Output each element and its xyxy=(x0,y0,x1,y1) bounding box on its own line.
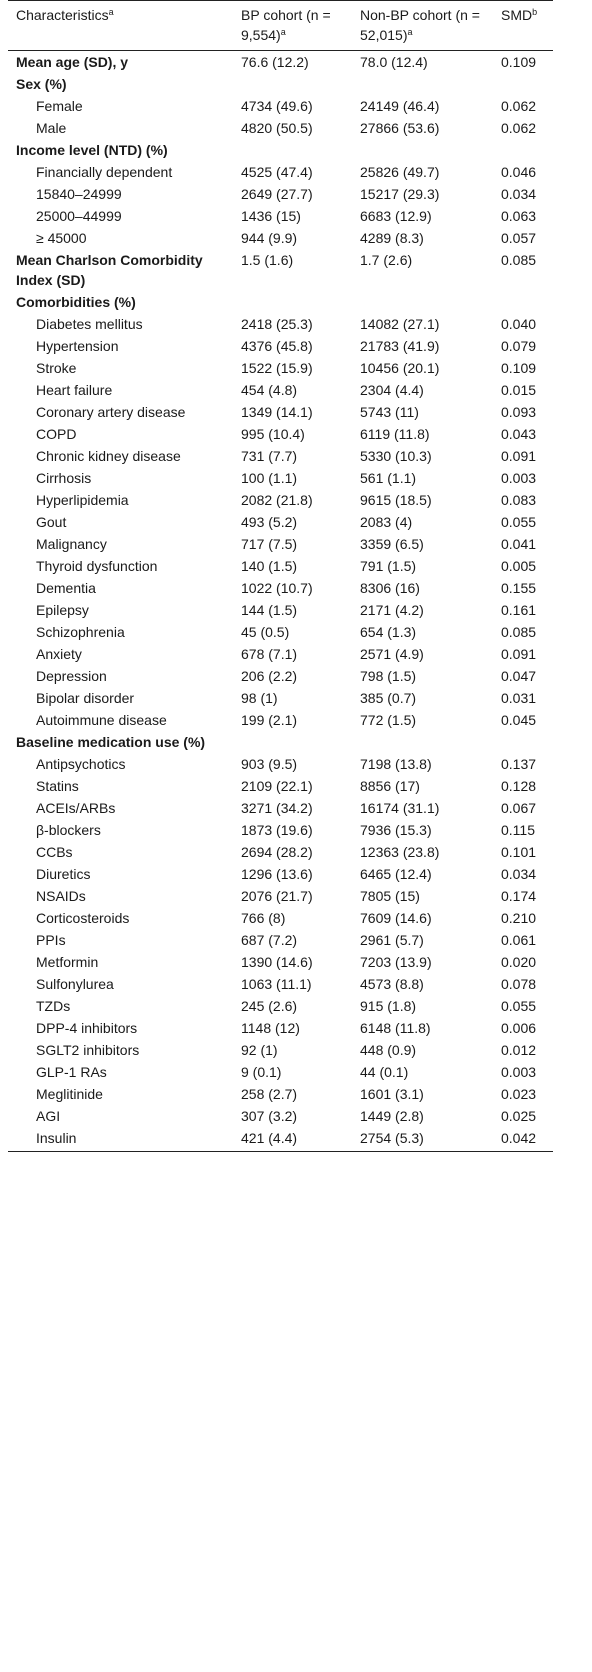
bp-cohort-value: 678 (7.1) xyxy=(241,646,298,662)
non-bp-cohort-value xyxy=(352,291,493,313)
table-row xyxy=(8,205,553,227)
table-row xyxy=(8,401,553,423)
bp-cohort-value: 3271 (34.2) xyxy=(241,800,313,816)
header-smd-footnote: b xyxy=(532,7,538,17)
non-bp-cohort-value: 3359 (6.5) xyxy=(360,536,424,552)
bp-cohort-value: 1390 (14.6) xyxy=(241,954,313,970)
row-label: Metformin xyxy=(36,954,99,970)
non-bp-cohort-value: 1.7 (2.6) xyxy=(360,252,413,268)
row-label: Dementia xyxy=(36,580,96,596)
smd-value: 0.137 xyxy=(501,756,537,772)
table-row xyxy=(8,753,553,775)
smd-value: 0.045 xyxy=(501,712,537,728)
bp-cohort-value: 206 (2.2) xyxy=(241,668,298,684)
table-header xyxy=(8,1,553,51)
non-bp-cohort-value: 8856 (17) xyxy=(360,778,420,794)
smd-value: 0.085 xyxy=(501,624,537,640)
smd-value: 0.062 xyxy=(501,120,537,136)
row-label: Female xyxy=(36,98,83,114)
row-label: Insulin xyxy=(8,1127,233,1152)
non-bp-cohort-value: 78.0 (12.4) xyxy=(360,54,428,70)
table-row xyxy=(8,1127,553,1152)
non-bp-cohort-value: 25826 (49.7) xyxy=(360,164,440,180)
non-bp-cohort-value: 24149 (46.4) xyxy=(360,98,440,114)
bp-cohort-value: 4734 (49.6) xyxy=(241,98,313,114)
header-non-bp-cohort-footnote: a xyxy=(407,27,413,37)
bp-cohort-value: 687 (7.2) xyxy=(241,932,298,948)
bp-cohort-value: 2082 (21.8) xyxy=(241,492,313,508)
non-bp-cohort-value: 6465 (12.4) xyxy=(360,866,432,882)
non-bp-cohort-value: 2083 (4) xyxy=(360,514,413,530)
smd-value: 0.161 xyxy=(501,602,537,618)
bp-cohort-value: 1296 (13.6) xyxy=(241,866,313,882)
smd-value xyxy=(493,731,553,753)
smd-value: 0.031 xyxy=(501,690,537,706)
non-bp-cohort-value: 4289 (8.3) xyxy=(360,230,424,246)
smd-value: 0.042 xyxy=(493,1127,553,1152)
header-bp-cohort-footnote: a xyxy=(280,27,286,37)
row-label: Hypertension xyxy=(36,338,119,354)
row-label: TZDs xyxy=(36,998,71,1014)
table-row xyxy=(8,577,553,599)
table-row xyxy=(8,841,553,863)
non-bp-cohort-value: 12363 (23.8) xyxy=(360,844,440,860)
table-row xyxy=(8,1083,553,1105)
smd-value: 0.085 xyxy=(501,252,537,268)
bp-cohort-value: 92 (1) xyxy=(241,1042,278,1058)
row-label: NSAIDs xyxy=(36,888,86,904)
table-row xyxy=(8,1061,553,1083)
bp-cohort-value xyxy=(233,731,352,753)
row-label: Cirrhosis xyxy=(36,470,92,486)
non-bp-cohort-value: 561 (1.1) xyxy=(360,470,417,486)
non-bp-cohort-value: 2304 (4.4) xyxy=(360,382,424,398)
row-label: Hyperlipidemia xyxy=(36,492,129,508)
row-label: Anxiety xyxy=(36,646,82,662)
bp-cohort-value: 493 (5.2) xyxy=(241,514,298,530)
smd-value: 0.155 xyxy=(501,580,537,596)
row-label: 25000–44999 xyxy=(36,208,122,224)
smd-value: 0.078 xyxy=(501,976,537,992)
smd-value: 0.063 xyxy=(501,208,537,224)
bp-cohort-value: 98 (1) xyxy=(241,690,278,706)
non-bp-cohort-value: 2754 (5.3) xyxy=(352,1127,493,1152)
bp-cohort-value: 903 (9.5) xyxy=(241,756,298,772)
row-label: Depression xyxy=(36,668,107,684)
table-row xyxy=(8,643,553,665)
bp-cohort-value: 144 (1.5) xyxy=(241,602,298,618)
smd-value: 0.083 xyxy=(501,492,537,508)
row-label: Sex (%) xyxy=(16,76,67,92)
table-category-row xyxy=(8,73,553,95)
table-row xyxy=(8,665,553,687)
smd-value: 0.210 xyxy=(501,910,537,926)
non-bp-cohort-value: 9615 (18.5) xyxy=(360,492,432,508)
smd-value: 0.020 xyxy=(501,954,537,970)
header-bp-cohort-label: BP cohort (n = 9,554) xyxy=(241,7,331,43)
non-bp-cohort-value: 1449 (2.8) xyxy=(360,1108,424,1124)
bp-cohort-value: 454 (4.8) xyxy=(241,382,298,398)
non-bp-cohort-value: 21783 (41.9) xyxy=(360,338,440,354)
header-smd-label: SMD xyxy=(501,7,533,23)
smd-value: 0.062 xyxy=(501,98,537,114)
table-row xyxy=(8,797,553,819)
table-row xyxy=(8,467,553,489)
non-bp-cohort-value: 4573 (8.8) xyxy=(360,976,424,992)
non-bp-cohort-value: 10456 (20.1) xyxy=(360,360,440,376)
table-row xyxy=(8,687,553,709)
non-bp-cohort-value: 1601 (3.1) xyxy=(360,1086,424,1102)
row-label: Gout xyxy=(36,514,67,530)
bp-cohort-value: 1436 (15) xyxy=(241,208,301,224)
row-label: Corticosteroids xyxy=(36,910,130,926)
row-label: Baseline medication use (%) xyxy=(16,734,206,750)
smd-value xyxy=(493,139,553,161)
bp-cohort-value: 1522 (15.9) xyxy=(241,360,313,376)
bp-cohort-value xyxy=(233,139,352,161)
non-bp-cohort-value: 772 (1.5) xyxy=(360,712,417,728)
bp-cohort-value: 100 (1.1) xyxy=(241,470,298,486)
row-label: Comorbidities (%) xyxy=(16,294,136,310)
row-label: DPP-4 inhibitors xyxy=(36,1020,138,1036)
row-label: AGI xyxy=(36,1108,61,1124)
table-body xyxy=(8,51,553,1152)
table-category-row xyxy=(8,731,553,753)
header-non-bp-cohort xyxy=(352,1,493,51)
bp-cohort-value: 4820 (50.5) xyxy=(241,120,313,136)
row-label: Epilepsy xyxy=(36,602,89,618)
non-bp-cohort-value: 7805 (15) xyxy=(360,888,420,904)
non-bp-cohort-value: 15217 (29.3) xyxy=(360,186,440,202)
bp-cohort-value: 1349 (14.1) xyxy=(241,404,313,420)
bp-cohort-value: 258 (2.7) xyxy=(241,1086,298,1102)
bp-cohort-value: 307 (3.2) xyxy=(241,1108,298,1124)
non-bp-cohort-value: 7203 (13.9) xyxy=(360,954,432,970)
bp-cohort-value: 2109 (22.1) xyxy=(241,778,313,794)
non-bp-cohort-value: 6119 (11.8) xyxy=(360,426,430,442)
row-label: Income level (NTD) (%) xyxy=(16,142,168,158)
smd-value: 0.041 xyxy=(501,536,537,552)
table-category-row xyxy=(8,51,553,74)
row-label: Diabetes mellitus xyxy=(36,316,143,332)
table-row xyxy=(8,555,553,577)
bp-cohort-value: 2076 (21.7) xyxy=(241,888,313,904)
row-label: 15840–24999 xyxy=(36,186,122,202)
smd-value: 0.034 xyxy=(501,186,537,202)
bp-cohort-value: 1873 (19.6) xyxy=(241,822,313,838)
table-row xyxy=(8,951,553,973)
table-category-row xyxy=(8,139,553,161)
non-bp-cohort-value: 27866 (53.6) xyxy=(360,120,440,136)
row-label: Thyroid dysfunction xyxy=(36,558,158,574)
non-bp-cohort-value: 44 (0.1) xyxy=(360,1064,409,1080)
table-row xyxy=(8,335,553,357)
non-bp-cohort-value: 6148 (11.8) xyxy=(360,1020,431,1036)
non-bp-cohort-value: 2571 (4.9) xyxy=(360,646,424,662)
smd-value: 0.015 xyxy=(501,382,537,398)
table-row xyxy=(8,1017,553,1039)
table-category-row xyxy=(8,291,553,313)
row-label: ≥ 45000 xyxy=(36,230,87,246)
bp-cohort-value: 1063 (11.1) xyxy=(241,976,312,992)
table-row xyxy=(8,819,553,841)
smd-value: 0.061 xyxy=(501,932,537,948)
row-label: COPD xyxy=(36,426,77,442)
smd-value xyxy=(493,291,553,313)
table-category-row xyxy=(8,249,553,291)
bp-cohort-value: 2649 (27.7) xyxy=(241,186,313,202)
smd-value: 0.055 xyxy=(501,514,537,530)
non-bp-cohort-value xyxy=(352,139,493,161)
smd-value: 0.109 xyxy=(501,54,537,70)
bp-cohort-value xyxy=(233,73,352,95)
smd-value: 0.012 xyxy=(501,1042,537,1058)
non-bp-cohort-value: 654 (1.3) xyxy=(360,624,417,640)
bp-cohort-value: 9 (0.1) xyxy=(241,1064,282,1080)
row-label: SGLT2 inhibitors xyxy=(36,1042,140,1058)
smd-value: 0.005 xyxy=(501,558,537,574)
non-bp-cohort-value: 5743 (11) xyxy=(360,404,419,420)
smd-value: 0.025 xyxy=(501,1108,537,1124)
bp-cohort-value: 944 (9.9) xyxy=(241,230,298,246)
non-bp-cohort-value xyxy=(352,73,493,95)
row-label: Bipolar disorder xyxy=(36,690,135,706)
non-bp-cohort-value: 791 (1.5) xyxy=(360,558,417,574)
header-smd xyxy=(493,1,553,51)
non-bp-cohort-value: 798 (1.5) xyxy=(360,668,417,684)
table-row xyxy=(8,227,553,249)
table-row xyxy=(8,117,553,139)
bp-cohort-value: 2418 (25.3) xyxy=(241,316,313,332)
non-bp-cohort-value: 385 (0.7) xyxy=(360,690,417,706)
bp-cohort-value: 2694 (28.2) xyxy=(241,844,313,860)
smd-value: 0.067 xyxy=(501,800,537,816)
non-bp-cohort-value: 2171 (4.2) xyxy=(360,602,424,618)
smd-value: 0.034 xyxy=(501,866,537,882)
bp-cohort-value: 140 (1.5) xyxy=(241,558,298,574)
smd-value xyxy=(493,73,553,95)
bp-cohort-value: 421 (4.4) xyxy=(233,1127,352,1152)
smd-value: 0.003 xyxy=(501,470,537,486)
table-row xyxy=(8,709,553,731)
table-row xyxy=(8,423,553,445)
row-label: Coronary artery disease xyxy=(36,404,186,420)
non-bp-cohort-value: 6683 (12.9) xyxy=(360,208,432,224)
smd-value: 0.006 xyxy=(501,1020,537,1036)
header-row xyxy=(8,1,553,51)
row-label: Mean Charlson Comorbidity Index (SD) xyxy=(16,252,203,288)
bp-cohort-value: 731 (7.7) xyxy=(241,448,298,464)
smd-value: 0.079 xyxy=(501,338,537,354)
smd-value: 0.003 xyxy=(501,1064,537,1080)
row-label: Financially dependent xyxy=(36,164,173,180)
smd-value: 0.091 xyxy=(501,646,537,662)
bp-cohort-value: 199 (2.1) xyxy=(241,712,298,728)
smd-value: 0.115 xyxy=(501,822,535,838)
smd-value: 0.057 xyxy=(501,230,537,246)
non-bp-cohort-value: 7609 (14.6) xyxy=(360,910,432,926)
smd-value: 0.043 xyxy=(501,426,537,442)
bp-cohort-value: 995 (10.4) xyxy=(241,426,305,442)
smd-value: 0.109 xyxy=(501,360,537,376)
row-label: CCBs xyxy=(36,844,73,860)
table-row xyxy=(8,489,553,511)
table-row xyxy=(8,995,553,1017)
bp-cohort-value: 766 (8) xyxy=(241,910,286,926)
row-label: Heart failure xyxy=(36,382,113,398)
row-label: Malignancy xyxy=(36,536,107,552)
non-bp-cohort-value: 7936 (15.3) xyxy=(360,822,432,838)
bp-cohort-value: 4376 (45.8) xyxy=(241,338,313,354)
header-characteristics xyxy=(8,1,233,51)
table-row xyxy=(8,929,553,951)
smd-value: 0.023 xyxy=(501,1086,537,1102)
header-characteristics-footnote: a xyxy=(108,7,114,17)
smd-value: 0.174 xyxy=(501,888,537,904)
characteristics-table xyxy=(8,0,553,1152)
table-row xyxy=(8,183,553,205)
bp-cohort-value: 245 (2.6) xyxy=(241,998,298,1014)
table-row xyxy=(8,973,553,995)
header-characteristics-label: Characteristics xyxy=(16,7,109,23)
table-row xyxy=(8,313,553,335)
smd-value: 0.128 xyxy=(501,778,537,794)
table-row xyxy=(8,511,553,533)
row-label: Statins xyxy=(36,778,79,794)
row-label: Diuretics xyxy=(36,866,91,882)
non-bp-cohort-value xyxy=(352,731,493,753)
row-label: β-blockers xyxy=(36,822,101,838)
table-row xyxy=(8,599,553,621)
table-row xyxy=(8,445,553,467)
table-row xyxy=(8,885,553,907)
bp-cohort-value: 1148 (12) xyxy=(241,1020,300,1036)
row-label: Meglitinide xyxy=(36,1086,103,1102)
bp-cohort-value: 717 (7.5) xyxy=(241,536,298,552)
table-row xyxy=(8,775,553,797)
bp-cohort-value: 1022 (10.7) xyxy=(241,580,313,596)
smd-value: 0.091 xyxy=(501,448,537,464)
row-label: Stroke xyxy=(36,360,77,376)
table-row xyxy=(8,621,553,643)
bp-cohort-value: 76.6 (12.2) xyxy=(241,54,309,70)
header-non-bp-cohort-label: Non-BP cohort (n = 52,015) xyxy=(360,7,480,43)
row-label: Mean age (SD), y xyxy=(16,54,129,70)
non-bp-cohort-value: 2961 (5.7) xyxy=(360,932,424,948)
smd-value: 0.047 xyxy=(501,668,537,684)
row-label: GLP-1 RAs xyxy=(36,1064,107,1080)
smd-value: 0.093 xyxy=(501,404,537,420)
table-row xyxy=(8,1039,553,1061)
non-bp-cohort-value: 915 (1.8) xyxy=(360,998,417,1014)
smd-value: 0.040 xyxy=(501,316,537,332)
non-bp-cohort-value: 448 (0.9) xyxy=(360,1042,417,1058)
table-row xyxy=(8,863,553,885)
non-bp-cohort-value: 5330 (10.3) xyxy=(360,448,432,464)
row-label: Schizophrenia xyxy=(36,624,125,640)
bp-cohort-value: 1.5 (1.6) xyxy=(241,252,294,268)
row-label: Autoimmune disease xyxy=(36,712,167,728)
table-row xyxy=(8,95,553,117)
bp-cohort-value xyxy=(233,291,352,313)
table-row xyxy=(8,161,553,183)
non-bp-cohort-value: 7198 (13.8) xyxy=(360,756,432,772)
row-label: Male xyxy=(36,120,67,136)
table-row xyxy=(8,907,553,929)
smd-value: 0.055 xyxy=(501,998,537,1014)
bp-cohort-value: 4525 (47.4) xyxy=(241,164,313,180)
smd-value: 0.046 xyxy=(501,164,537,180)
smd-value: 0.101 xyxy=(501,844,537,860)
non-bp-cohort-value: 14082 (27.1) xyxy=(360,316,440,332)
non-bp-cohort-value: 16174 (31.1) xyxy=(360,800,440,816)
table-row xyxy=(8,379,553,401)
table-row xyxy=(8,533,553,555)
row-label: Sulfonylurea xyxy=(36,976,114,992)
row-label: Antipsychotics xyxy=(36,756,126,772)
table-row xyxy=(8,1105,553,1127)
table-row xyxy=(8,357,553,379)
row-label: ACEIs/ARBs xyxy=(36,800,116,816)
row-label: PPIs xyxy=(36,932,66,948)
row-label: Chronic kidney disease xyxy=(36,448,181,464)
header-bp-cohort xyxy=(233,1,352,51)
non-bp-cohort-value: 8306 (16) xyxy=(360,580,420,596)
bp-cohort-value: 45 (0.5) xyxy=(241,624,290,640)
